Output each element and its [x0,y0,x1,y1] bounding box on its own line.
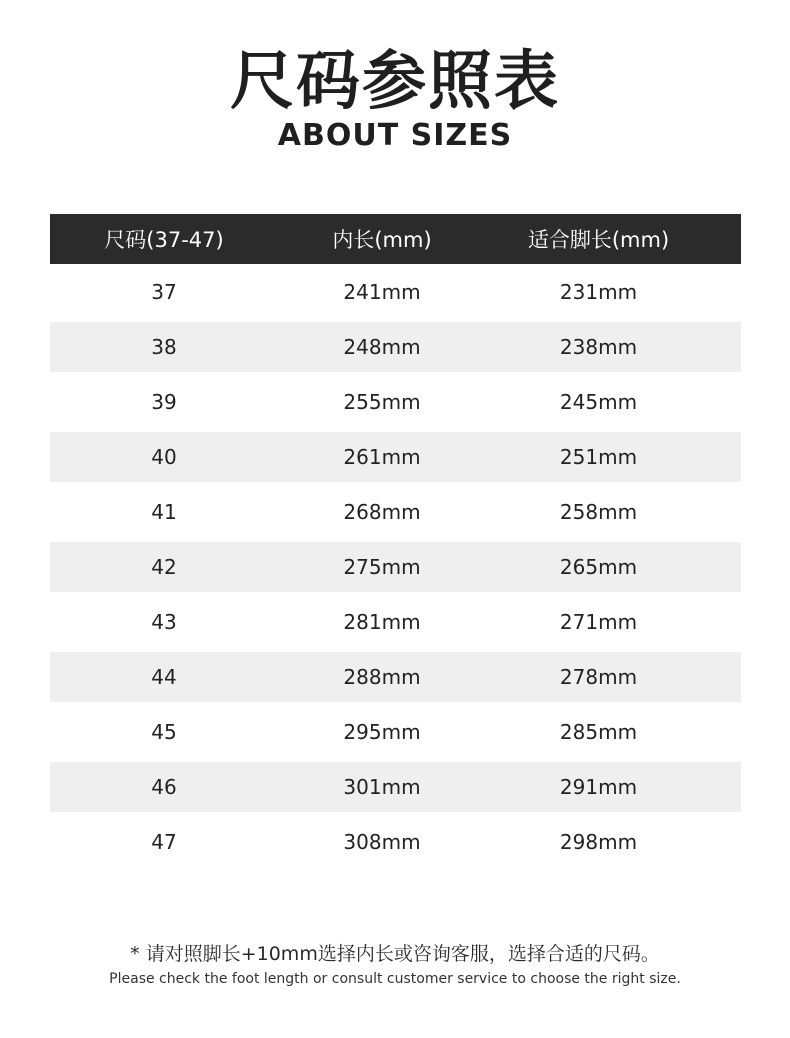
table-row [50,542,741,592]
column-header-foot-length: 适合脚长(mm) [527,228,670,252]
inner-length-cell: 275mm [343,554,421,579]
size-cell: 39 [151,389,177,414]
table-row [50,322,741,372]
column-header-size: 尺码(37-47) [104,228,224,252]
foot-length-cell: 278mm [559,664,638,689]
note-chinese: * 请对照脚长+10mm选择内长或咨询客服，选择合适的尺码。 [130,943,660,965]
foot-length-cell: 285mm [559,719,638,744]
size-cell: 40 [151,444,177,469]
size-table [50,214,741,869]
foot-length-cell: 251mm [559,444,638,469]
table-row [50,484,741,539]
table-row [50,814,741,869]
size-cell: 47 [151,829,177,854]
size-cell: 37 [151,279,177,304]
size-cell: 38 [151,334,177,359]
size-cell: 41 [151,499,177,524]
inner-length-cell: 308mm [343,829,421,854]
table-row [50,652,741,702]
note-english: Please check the foot length or consult customer service to choose the right size. [109,971,681,987]
size-cell: 43 [151,609,177,634]
inner-length-cell: 255mm [343,389,421,414]
foot-length-cell: 231mm [559,279,638,304]
size-cell: 44 [151,664,177,689]
size-cell: 46 [151,774,177,799]
table-row [50,264,741,319]
table-row [50,594,741,649]
foot-length-cell: 265mm [559,554,638,579]
table-row [50,704,741,759]
foot-length-cell: 298mm [559,829,638,854]
foot-length-cell: 245mm [559,389,638,414]
foot-length-cell: 291mm [559,774,638,799]
foot-length-cell: 238mm [559,334,638,359]
table-row [50,762,741,812]
inner-length-cell: 241mm [343,279,421,304]
size-cell: 42 [151,554,177,579]
size-cell: 45 [151,719,177,744]
table-row [50,432,741,482]
inner-length-cell: 268mm [343,499,421,524]
table-header [50,214,741,264]
foot-length-cell: 258mm [559,499,638,524]
table-row [50,374,741,429]
inner-length-cell: 301mm [343,774,421,799]
page-subtitle: ABOUT SIZES [277,118,513,153]
inner-length-cell: 261mm [343,444,421,469]
table-body [50,264,741,869]
inner-length-cell: 295mm [343,719,421,744]
page-title: 尺码参照表 [230,45,560,119]
inner-length-cell: 248mm [343,334,421,359]
column-header-inner-length: 内长(mm) [332,228,432,252]
inner-length-cell: 281mm [343,609,421,634]
foot-length-cell: 271mm [559,609,638,634]
inner-length-cell: 288mm [343,664,421,689]
